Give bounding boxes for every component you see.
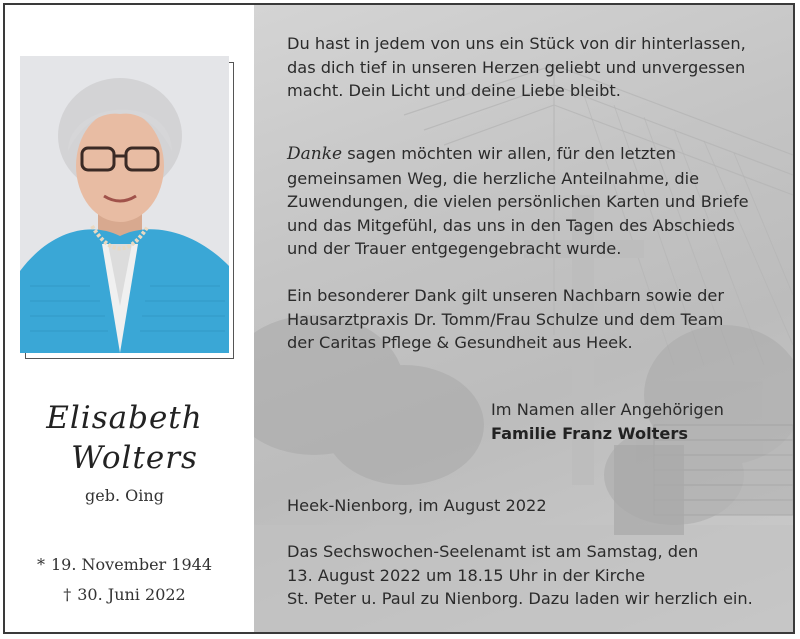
signature-intro: Im Namen aller Angehörigen	[491, 400, 724, 419]
message-paragraph-2	[287, 142, 787, 261]
text-line: St. Peter u. Paul zu Nienborg. Dazu laden wir herzlich ein.	[287, 589, 753, 608]
birth-name: geb. Oing	[85, 486, 164, 505]
signature-family: Familie Franz Wolters	[491, 424, 688, 443]
deceased-last-name: Wolters	[71, 440, 198, 476]
place-date: Heek-Nienborg, im August 2022	[287, 496, 547, 515]
text-line: Ein besonderer Dank gilt unseren Nachbarn sowie der	[287, 286, 724, 305]
text-line	[287, 142, 787, 167]
text-line: Das Sechswochen-Seelenamt ist am Samstag, den	[287, 542, 699, 561]
text-line: Du hast in jedem von uns ein Stück von dir hinterlassen,	[287, 34, 746, 53]
portrait-photo	[20, 56, 229, 353]
service-notice	[287, 540, 787, 611]
message-paragraph-3	[287, 284, 787, 355]
portrait-illustration	[20, 56, 229, 353]
death-date: 30. Juni 2022	[77, 585, 186, 604]
text-line: Hausarztpraxis Dr. Tomm/Frau Schulze und dem Team	[287, 309, 724, 329]
thanks-word: Danke	[287, 144, 343, 164]
death-date-line	[0, 585, 249, 604]
text-line: der Caritas Pflege & Gesundheit aus Heek.	[287, 333, 633, 352]
text-line: und das Mitgefühl, das uns in den Tagen des Abschieds	[287, 215, 735, 235]
birth-symbol: *	[36, 555, 45, 574]
thanks-rest: sagen möchten wir allen, für den letzten	[342, 144, 676, 163]
cross-icon: †	[63, 585, 72, 604]
text-line: und der Trauer entgegengebracht wurde.	[287, 239, 622, 258]
birth-date-line	[0, 555, 249, 574]
deceased-first-name: Elisabeth	[46, 400, 203, 436]
message-paragraph-1	[287, 32, 787, 103]
text-line: 13. August 2022 um 18.15 Uhr in der Kirche	[287, 565, 646, 585]
text-line: macht. Dein Licht und deine Liebe bleibt.	[287, 81, 621, 100]
birth-date: 19. November 1944	[50, 555, 212, 574]
text-line: Zuwendungen, die vielen persönlichen Karten und Briefe	[287, 192, 749, 211]
text-line: gemeinsamen Weg, die herzliche Anteilnahme, die	[287, 168, 700, 188]
text-line: das dich tief in unseren Herzen geliebt und unvergessen	[287, 57, 746, 77]
